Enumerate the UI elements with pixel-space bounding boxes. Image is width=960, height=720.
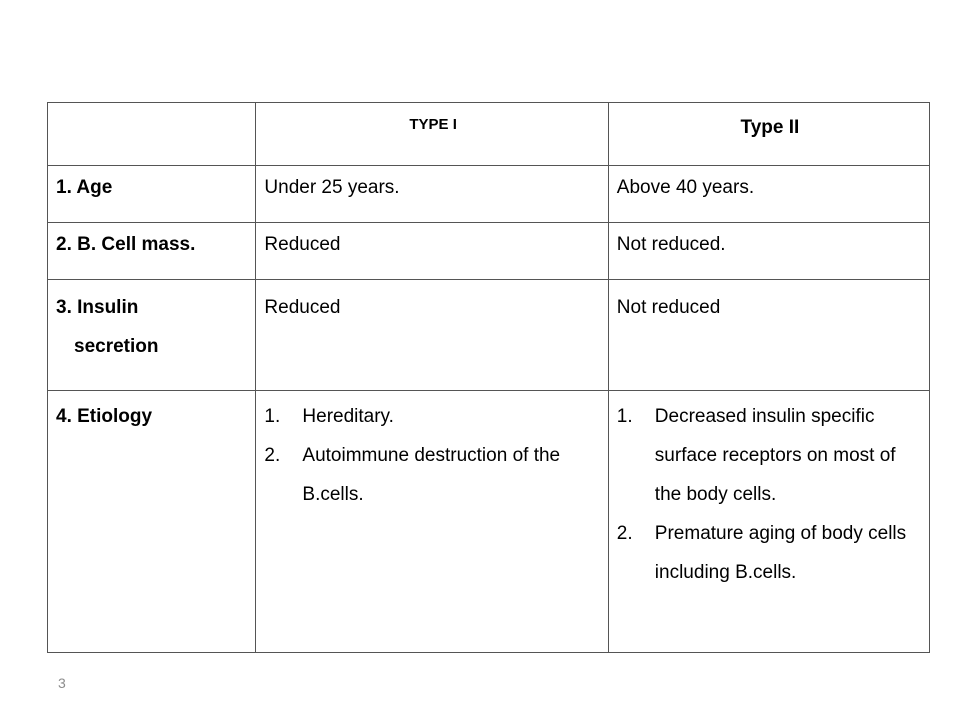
type2-value: Not reduced.: [608, 223, 929, 280]
row-label-line2: secretion: [74, 336, 159, 357]
table-row-insulin-secretion: [48, 280, 930, 391]
list-item: [264, 436, 601, 514]
list-item-text: Autoimmune destruction of the B.cells.: [302, 445, 561, 505]
row-label-line1: 3. Insulin: [56, 297, 139, 318]
list-item-text: Hereditary.: [302, 406, 394, 427]
row-label: 2. B. Cell mass.: [48, 223, 256, 280]
row-label: 1. Age: [48, 166, 256, 223]
table-row-etiology: [48, 391, 930, 653]
row-label: 4. Etiology: [48, 391, 256, 653]
header-type1: TYPE I: [409, 116, 457, 133]
table-row-cell-mass: [48, 223, 930, 280]
type2-value: Above 40 years.: [608, 166, 929, 223]
type1-etiology-list: [264, 397, 601, 514]
header-type2-cell: [608, 103, 929, 166]
list-item: [264, 397, 601, 436]
type1-etiology-cell: [256, 391, 608, 653]
list-item-text: Decreased insulin specific surface receptors on most of the body cells.: [654, 406, 896, 505]
list-item-number: 1.: [264, 406, 281, 427]
type2-etiology-cell: [608, 391, 929, 653]
header-empty-cell: [48, 103, 256, 166]
type2-etiology-list: [617, 397, 923, 592]
list-item: [617, 514, 923, 592]
list-item-number: 2.: [616, 523, 633, 544]
type1-value: Reduced: [256, 223, 608, 280]
list-item-number: 1.: [616, 406, 633, 427]
type1-value: Reduced: [256, 280, 608, 391]
row-label-cell: [48, 280, 256, 391]
comparison-table: [47, 102, 930, 653]
list-item-number: 2.: [264, 445, 281, 466]
page-number: 3: [58, 675, 66, 691]
list-item-text: Premature aging of body cells including B.cells.: [654, 523, 907, 583]
table-header-row: [48, 103, 930, 166]
table-row-age: [48, 166, 930, 223]
header-type2: Type II: [740, 117, 800, 138]
header-type1-cell: [256, 103, 608, 166]
type2-value: Not reduced: [608, 280, 929, 391]
type1-value: Under 25 years.: [256, 166, 608, 223]
list-item: [617, 397, 923, 514]
